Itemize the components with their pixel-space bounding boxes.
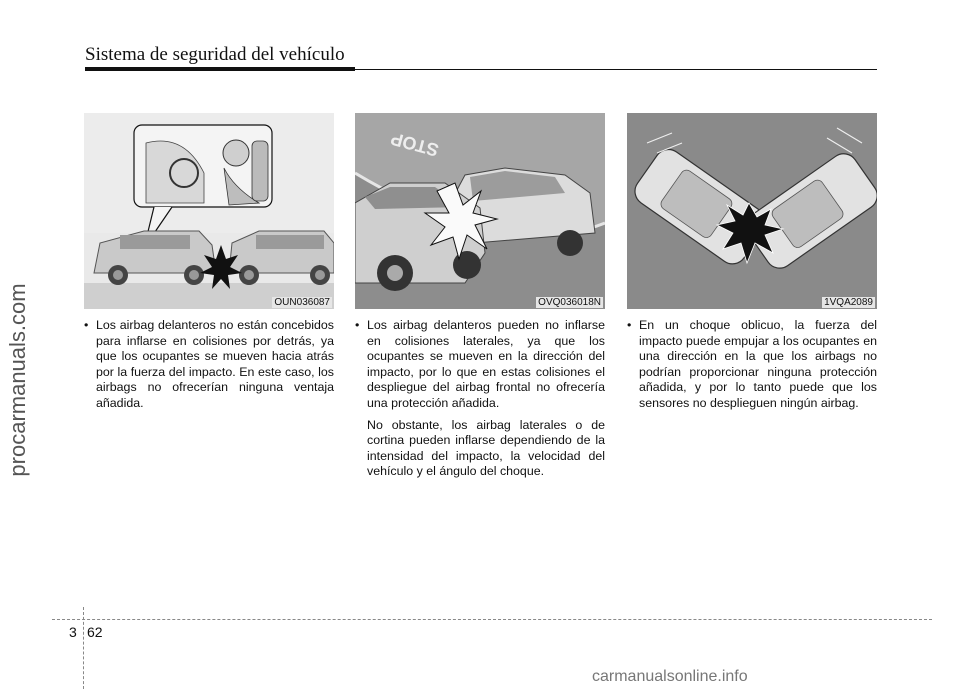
figure-side-impact: [355, 113, 605, 309]
figure-code: 1VQA2089: [824, 297, 873, 308]
header-rule-thin: [355, 69, 877, 70]
figure-rear-impact: [84, 113, 334, 309]
oblique-impact-illustration-icon: [627, 113, 877, 309]
paragraph-text: No obstante, los airbag laterales o de cortina pueden inflarse dependiendo de la intensidad del impacto, la velocidad del vehículo y el ángulo del choque.: [367, 417, 605, 479]
column-text-2: [355, 318, 605, 480]
footer-divider: [52, 619, 932, 620]
side-impact-illustration-icon: [355, 113, 605, 309]
page-number: 62: [87, 624, 103, 640]
bullet-text: • Los airbag delanteros no están concebidos para inflarse en colisiones por detrás, ya que los ocupantes se mueven hacia atrás por la fuerza del impacto. En este caso, los airbags no ofrecerían ninguna ventaja añadida.: [84, 318, 334, 412]
column-text-3: [627, 318, 877, 412]
footer-vertical-divider: [83, 607, 84, 689]
figure-oblique-impact: [627, 113, 877, 309]
footer-watermark: carmanualsonline.info: [592, 668, 748, 685]
road-stop-text: STOP: [388, 128, 441, 161]
figure-code: OUN036087: [274, 297, 330, 308]
bullet-text: • Los airbag delanteros pueden no inflarse en colisiones laterales, ya que los ocupantes se mueven en la dirección del impacto, por lo que en estas colisiones el despliegue del airbag frontal no ofrecería una protección añadida.: [355, 318, 605, 412]
bullet-text: • En un choque oblicuo, la fuerza del impacto puede empujar a los ocupantes en una dirección en la que los airbags no podrían proporcionar ninguna protección añadida, y por lo tanto puede que los sensores no desplieguen ningún airbag.: [627, 318, 877, 412]
chapter-number: 3: [69, 624, 77, 640]
side-watermark: procarmanuals.com: [5, 283, 30, 477]
rear-impact-illustration-icon: [84, 113, 334, 309]
figure-code: OVQ036018N: [538, 297, 601, 308]
column-text-1: [84, 318, 334, 412]
header-rule-thick: [85, 67, 355, 71]
page-header-title: Sistema de seguridad del vehículo: [85, 44, 345, 65]
